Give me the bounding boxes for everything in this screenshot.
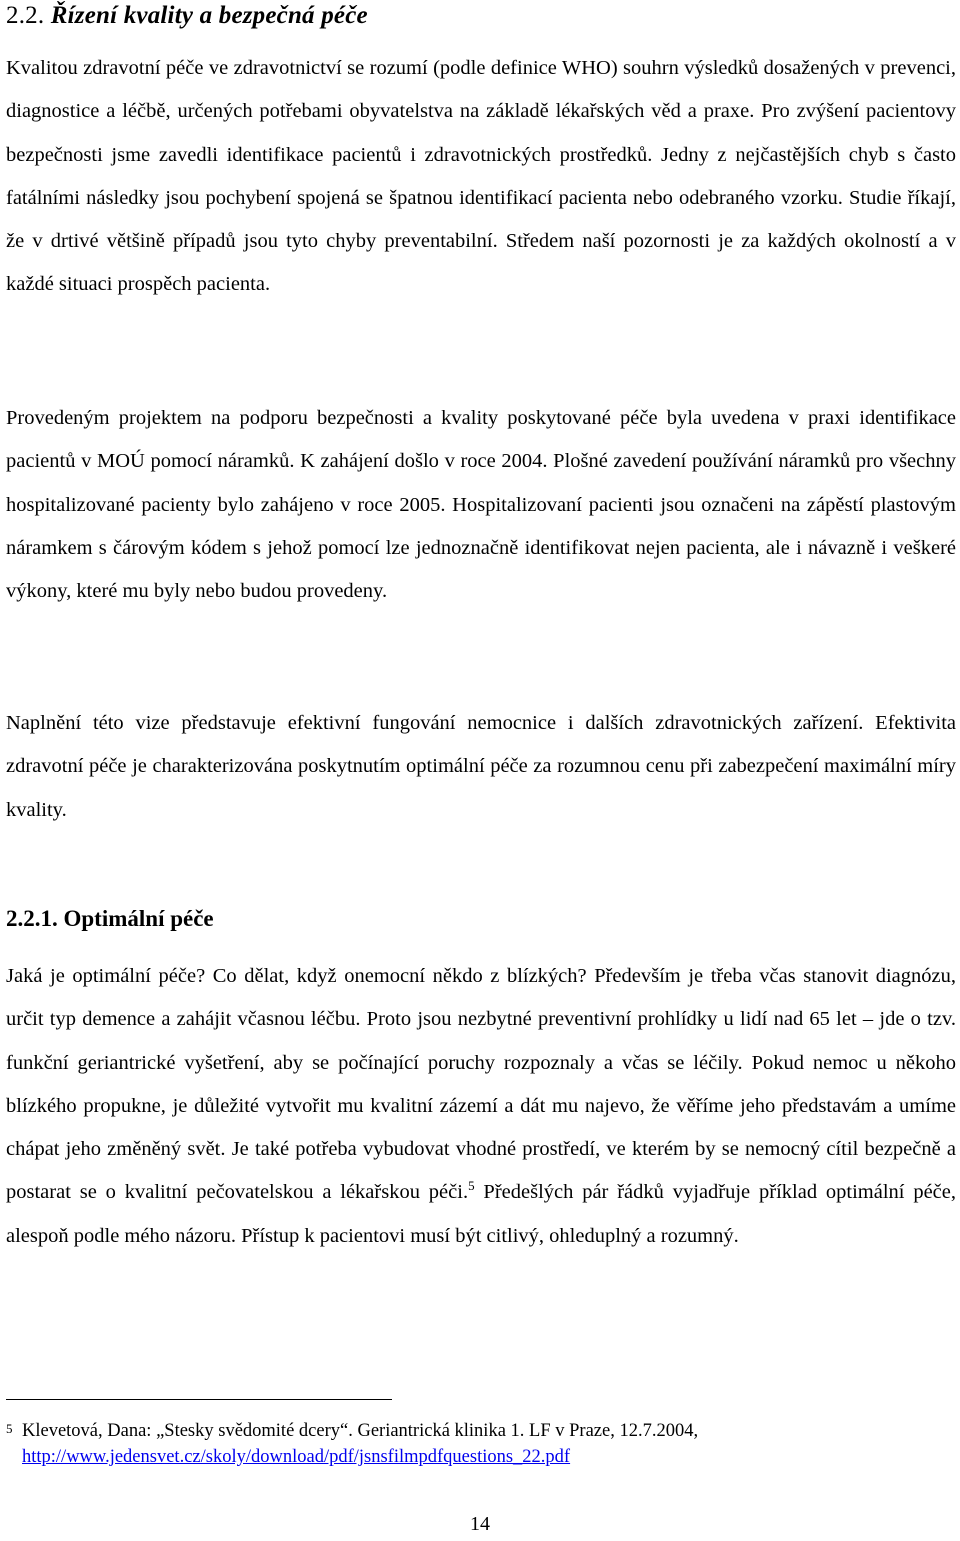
footnote-link[interactable]: http://www.jedensvet.cz/skoly/download/pdf/jsnsfilmpdfquestions_22.pdf: [22, 1447, 571, 1467]
section-heading: [6, 2, 368, 30]
paragraph-identification-project: Provedeným projektem na podporu bezpečnosti a kvality poskytované péče byla uvedena v praxi identifikace pacientů v MOÚ pomocí náramků. K zahájení došlo v roce 2004. Plošné zavedení používání náramků pro všechny hospitalizované pacienty bylo zahájeno v roce 2005. Hospitalizovaní pacienti jsou označeni na zápěstí plastovým náramkem s čárovým kódem s jehož pomocí lze jednoznačně identifikovat nejen pacienta, ale i návazně i veškeré výkony, které mu byly nebo budou provedeny.: [6, 407, 956, 603]
paragraph-quality-definition: Kvalitou zdravotní péče ve zdravotnictví se rozumí (podle definice WHO) souhrn výsledků dosažených v prevenci, diagnostice a léčbě, určených potřebami obyvatelstva na základě lékařských věd a praxe. Pro zvýšení pacientovy bezpečnosti jsme zavedli identifikace pacientů i zdravotnických prostředků. Jedny z nejčastějších chyb s často fatálními následky jsou pochybení spojená se špatnou identifikací pacienta nebo odebraného vzorku. Studie říkají, že v drtivé většině případů jsou tyto chyby preventabilní. Středem naší pozornosti je za každých okolností a v každé situaci prospěch pacienta.: [6, 57, 956, 296]
subsection-heading: [6, 906, 214, 932]
footnote-number: 5: [6, 1421, 13, 1436]
footnote-text: Klevetová, Dana: „Stesky svědomité dcery“. Geriantrická klinika 1. LF v Praze, 12.7.2004,: [22, 1421, 699, 1441]
optimal-care-text-continued: Předešlých pár řádků vyjadřuje příklad optimální péče, alespoň podle mého názoru. Přístup k pacientovi musí být citlivý, ohleduplný a rozumný.: [6, 1181, 956, 1247]
footnote: [6, 1418, 946, 1470]
optimal-care-text: Jaká je optimální péče? Co dělat, když onemocní někdo z blízkých? Především je třeba včas stanovit diagnózu, určit typ demence a zahájit včasnou léčbu. Proto jsou nezbytné preventivní prohlídky u lidí nad 65 let – jde o tzv. funkční geriantrické vyšetření, aby se počínající poruchy rozpoznaly a včas se léčily. Pokud nemoc u někoho blízkého propukne, je důležité vytvořit mu kvalitní zázemí a dát mu najevo, že věříme jeho představám a umíme chápat jeho změněný svět. Je také potřeba vybudovat vhodné prostředí, ve kterém by se nemocný cítil bezpečně a postarat se o kvalitní pečovatelskou a lékařskou péči.: [6, 965, 956, 1204]
footnote-body: [22, 1418, 946, 1470]
section-number: 2.2.: [6, 2, 45, 29]
paragraph-optimal-care: [6, 955, 956, 1258]
footnote-separator: [6, 1399, 392, 1400]
paragraph-vision: Naplnění této vize představuje efektivní fungování nemocnice i dalších zdravotnických zařízení. Efektivita zdravotní péče je charakterizována poskytnutím optimální péče za rozumnou cenu při zabezpečení maximální míry kvality.: [6, 712, 956, 821]
footnote-reference[interactable]: 5: [468, 1178, 475, 1194]
section-title: Řízení kvality a bezpečná péče: [50, 2, 368, 29]
page-number: 14: [470, 1513, 490, 1535]
subsection-number: 2.2.1.: [6, 906, 58, 931]
subsection-title: Optimální péče: [63, 906, 214, 931]
